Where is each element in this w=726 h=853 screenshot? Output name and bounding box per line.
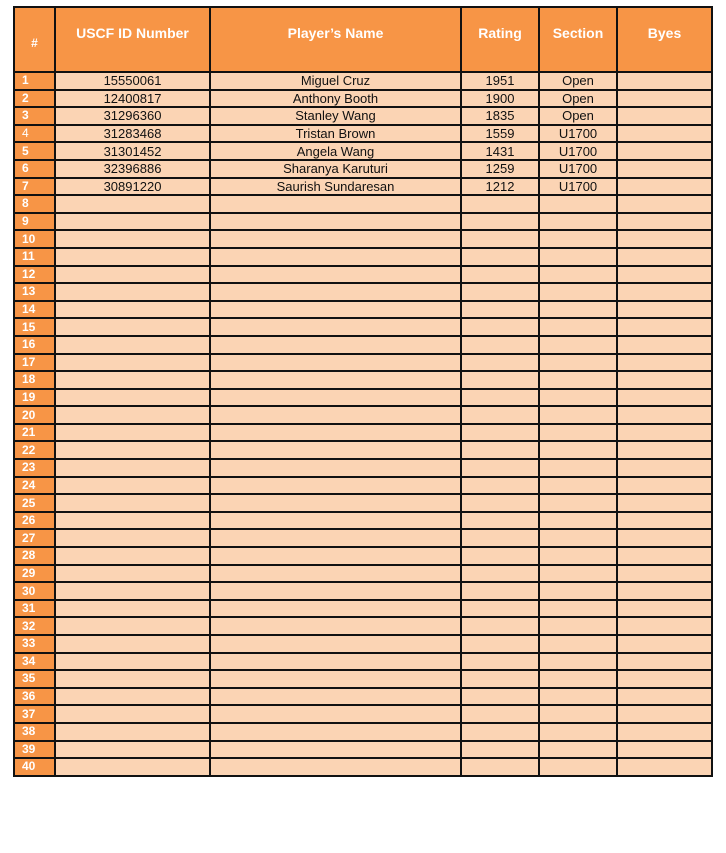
rating-cell: 1835 xyxy=(461,107,539,125)
row-number: 33 xyxy=(14,635,55,653)
rating-cell xyxy=(461,371,539,389)
table-row xyxy=(14,213,712,231)
rating-cell xyxy=(461,389,539,407)
table-row xyxy=(14,107,712,125)
uscf-id-cell xyxy=(55,758,210,776)
uscf-id-cell xyxy=(55,230,210,248)
uscf-id-cell xyxy=(55,213,210,231)
byes-cell xyxy=(617,72,712,90)
header-player-name xyxy=(210,7,461,72)
player-name-cell xyxy=(210,617,461,635)
section-cell xyxy=(539,600,617,618)
rating-cell xyxy=(461,354,539,372)
row-number: 8 xyxy=(14,195,55,213)
section-cell xyxy=(539,582,617,600)
table-row xyxy=(14,582,712,600)
uscf-id-cell xyxy=(55,371,210,389)
table-row xyxy=(14,371,712,389)
header-player-name-label: Player’s Name xyxy=(287,24,384,41)
byes-cell xyxy=(617,354,712,372)
section-cell xyxy=(539,283,617,301)
section-cell: U1700 xyxy=(539,178,617,196)
section-cell xyxy=(539,617,617,635)
rating-cell xyxy=(461,565,539,583)
byes-cell xyxy=(617,266,712,284)
player-name-cell xyxy=(210,389,461,407)
rating-cell: 1259 xyxy=(461,160,539,178)
section-cell xyxy=(539,529,617,547)
byes-cell xyxy=(617,565,712,583)
section-cell xyxy=(539,670,617,688)
table-row xyxy=(14,547,712,565)
row-number: 39 xyxy=(14,741,55,759)
uscf-id-cell xyxy=(55,266,210,284)
row-number: 26 xyxy=(14,512,55,530)
section-cell xyxy=(539,723,617,741)
table-row xyxy=(14,406,712,424)
player-name-cell xyxy=(210,741,461,759)
rating-cell xyxy=(461,477,539,495)
rating-cell xyxy=(461,424,539,442)
section-cell xyxy=(539,389,617,407)
table-row xyxy=(14,670,712,688)
section-cell xyxy=(539,424,617,442)
section-cell xyxy=(539,758,617,776)
uscf-id-cell: 31301452 xyxy=(55,142,210,160)
player-name-cell xyxy=(210,213,461,231)
table-row xyxy=(14,529,712,547)
uscf-id-cell xyxy=(55,318,210,336)
row-number: 2 xyxy=(14,90,55,108)
row-number: 19 xyxy=(14,389,55,407)
rating-cell xyxy=(461,635,539,653)
player-name-cell xyxy=(210,670,461,688)
table-row xyxy=(14,195,712,213)
byes-cell xyxy=(617,670,712,688)
header-section-label: Section xyxy=(552,24,604,41)
uscf-id-cell xyxy=(55,635,210,653)
table-row xyxy=(14,565,712,583)
table-row xyxy=(14,512,712,530)
byes-cell xyxy=(617,653,712,671)
rating-cell xyxy=(461,512,539,530)
uscf-id-cell xyxy=(55,459,210,477)
header-section xyxy=(539,7,617,72)
section-cell xyxy=(539,688,617,706)
byes-cell xyxy=(617,142,712,160)
section-cell xyxy=(539,653,617,671)
byes-cell xyxy=(617,494,712,512)
row-number: 24 xyxy=(14,477,55,495)
player-name-cell xyxy=(210,371,461,389)
player-name-cell xyxy=(210,301,461,319)
uscf-id-cell xyxy=(55,406,210,424)
player-name-cell xyxy=(210,424,461,442)
section-cell: Open xyxy=(539,107,617,125)
table-row xyxy=(14,160,712,178)
byes-cell xyxy=(617,512,712,530)
section-cell xyxy=(539,266,617,284)
rating-cell xyxy=(461,283,539,301)
byes-cell xyxy=(617,459,712,477)
byes-cell xyxy=(617,301,712,319)
table-row xyxy=(14,653,712,671)
row-number: 31 xyxy=(14,600,55,618)
section-cell xyxy=(539,441,617,459)
player-roster-table xyxy=(13,6,713,777)
row-number: 37 xyxy=(14,705,55,723)
uscf-id-cell xyxy=(55,494,210,512)
byes-cell xyxy=(617,283,712,301)
row-number: 4 xyxy=(14,125,55,143)
rating-cell xyxy=(461,494,539,512)
row-number: 29 xyxy=(14,565,55,583)
rating-cell xyxy=(461,301,539,319)
player-name-cell xyxy=(210,600,461,618)
rating-cell xyxy=(461,705,539,723)
player-name-cell xyxy=(210,705,461,723)
section-cell xyxy=(539,354,617,372)
section-cell xyxy=(539,230,617,248)
uscf-id-cell xyxy=(55,529,210,547)
row-number: 13 xyxy=(14,283,55,301)
row-number: 25 xyxy=(14,494,55,512)
row-number: 5 xyxy=(14,142,55,160)
player-name-cell: Stanley Wang xyxy=(210,107,461,125)
player-name-cell xyxy=(210,582,461,600)
row-number: 14 xyxy=(14,301,55,319)
byes-cell xyxy=(617,635,712,653)
player-name-cell: Sharanya Karuturi xyxy=(210,160,461,178)
section-cell xyxy=(539,336,617,354)
byes-cell xyxy=(617,318,712,336)
rating-cell xyxy=(461,213,539,231)
table-row xyxy=(14,90,712,108)
byes-cell xyxy=(617,582,712,600)
section-cell: Open xyxy=(539,72,617,90)
uscf-id-cell xyxy=(55,283,210,301)
rating-cell xyxy=(461,406,539,424)
byes-cell xyxy=(617,529,712,547)
section-cell xyxy=(539,512,617,530)
rating-cell: 1559 xyxy=(461,125,539,143)
table-row xyxy=(14,301,712,319)
uscf-id-cell xyxy=(55,582,210,600)
section-cell xyxy=(539,705,617,723)
section-cell xyxy=(539,565,617,583)
row-number: 12 xyxy=(14,266,55,284)
roster-body xyxy=(14,72,712,776)
table-row xyxy=(14,459,712,477)
rating-cell xyxy=(461,582,539,600)
section-cell xyxy=(539,248,617,266)
player-name-cell xyxy=(210,318,461,336)
player-name-cell: Miguel Cruz xyxy=(210,72,461,90)
table-row xyxy=(14,635,712,653)
byes-cell xyxy=(617,371,712,389)
header-number: # xyxy=(14,7,55,72)
uscf-id-cell: 31283468 xyxy=(55,125,210,143)
byes-cell xyxy=(617,705,712,723)
table-row xyxy=(14,600,712,618)
uscf-id-cell xyxy=(55,248,210,266)
uscf-id-cell xyxy=(55,565,210,583)
row-number: 1 xyxy=(14,72,55,90)
rating-cell xyxy=(461,266,539,284)
table-row xyxy=(14,266,712,284)
row-number: 9 xyxy=(14,213,55,231)
section-cell xyxy=(539,371,617,389)
uscf-id-cell xyxy=(55,600,210,618)
byes-cell xyxy=(617,213,712,231)
section-cell: U1700 xyxy=(539,142,617,160)
header-rating-label: Rating xyxy=(478,24,522,41)
player-name-cell xyxy=(210,336,461,354)
table-row xyxy=(14,758,712,776)
player-name-cell xyxy=(210,441,461,459)
uscf-id-cell: 31296360 xyxy=(55,107,210,125)
row-number: 23 xyxy=(14,459,55,477)
uscf-id-cell xyxy=(55,653,210,671)
row-number: 6 xyxy=(14,160,55,178)
table-row xyxy=(14,617,712,635)
section-cell xyxy=(539,547,617,565)
row-number: 10 xyxy=(14,230,55,248)
table-row xyxy=(14,72,712,90)
header-uscf-id-label: USCF ID Number xyxy=(76,24,189,41)
rating-cell xyxy=(461,758,539,776)
rating-cell xyxy=(461,670,539,688)
header-byes xyxy=(617,7,712,72)
rating-cell xyxy=(461,529,539,547)
rating-cell xyxy=(461,459,539,477)
row-number: 35 xyxy=(14,670,55,688)
uscf-id-cell xyxy=(55,301,210,319)
uscf-id-cell xyxy=(55,512,210,530)
player-name-cell xyxy=(210,230,461,248)
row-number: 17 xyxy=(14,354,55,372)
row-number: 36 xyxy=(14,688,55,706)
row-number: 16 xyxy=(14,336,55,354)
header-byes-label: Byes xyxy=(647,24,682,41)
table-row xyxy=(14,354,712,372)
player-name-cell: Saurish Sundaresan xyxy=(210,178,461,196)
row-number: 32 xyxy=(14,617,55,635)
rating-cell xyxy=(461,248,539,266)
uscf-id-cell xyxy=(55,389,210,407)
rating-cell xyxy=(461,688,539,706)
byes-cell xyxy=(617,125,712,143)
player-name-cell xyxy=(210,477,461,495)
uscf-id-cell xyxy=(55,195,210,213)
rating-cell xyxy=(461,230,539,248)
section-cell xyxy=(539,195,617,213)
player-name-cell: Anthony Booth xyxy=(210,90,461,108)
rating-cell xyxy=(461,195,539,213)
byes-cell xyxy=(617,248,712,266)
byes-cell xyxy=(617,389,712,407)
byes-cell xyxy=(617,424,712,442)
player-name-cell xyxy=(210,195,461,213)
player-name-cell xyxy=(210,723,461,741)
table-row xyxy=(14,230,712,248)
byes-cell xyxy=(617,617,712,635)
player-name-cell xyxy=(210,266,461,284)
rating-cell: 1900 xyxy=(461,90,539,108)
byes-cell xyxy=(617,741,712,759)
header-rating xyxy=(461,7,539,72)
row-number: 21 xyxy=(14,424,55,442)
player-name-cell xyxy=(210,248,461,266)
player-name-cell xyxy=(210,406,461,424)
rating-cell: 1212 xyxy=(461,178,539,196)
byes-cell xyxy=(617,688,712,706)
uscf-id-cell: 30891220 xyxy=(55,178,210,196)
byes-cell xyxy=(617,336,712,354)
section-cell xyxy=(539,406,617,424)
player-name-cell xyxy=(210,688,461,706)
section-cell xyxy=(539,741,617,759)
table-row xyxy=(14,441,712,459)
section-cell xyxy=(539,477,617,495)
table-row xyxy=(14,741,712,759)
row-number: 28 xyxy=(14,547,55,565)
rating-cell xyxy=(461,547,539,565)
uscf-id-cell xyxy=(55,424,210,442)
uscf-id-cell xyxy=(55,741,210,759)
row-number: 30 xyxy=(14,582,55,600)
byes-cell xyxy=(617,90,712,108)
table-row xyxy=(14,688,712,706)
byes-cell xyxy=(617,600,712,618)
player-name-cell xyxy=(210,758,461,776)
rating-cell xyxy=(461,318,539,336)
player-name-cell xyxy=(210,283,461,301)
row-number: 38 xyxy=(14,723,55,741)
byes-cell xyxy=(617,441,712,459)
table-row xyxy=(14,125,712,143)
rating-cell xyxy=(461,723,539,741)
table-row xyxy=(14,248,712,266)
row-number: 34 xyxy=(14,653,55,671)
uscf-id-cell xyxy=(55,354,210,372)
player-name-cell: Angela Wang xyxy=(210,142,461,160)
player-name-cell xyxy=(210,547,461,565)
byes-cell xyxy=(617,547,712,565)
table-row xyxy=(14,723,712,741)
section-cell xyxy=(539,301,617,319)
byes-cell xyxy=(617,406,712,424)
byes-cell xyxy=(617,758,712,776)
section-cell: U1700 xyxy=(539,125,617,143)
table-row xyxy=(14,424,712,442)
rating-cell xyxy=(461,336,539,354)
uscf-id-cell: 15550061 xyxy=(55,72,210,90)
table-row xyxy=(14,389,712,407)
uscf-id-cell xyxy=(55,723,210,741)
section-cell xyxy=(539,459,617,477)
table-row xyxy=(14,142,712,160)
rating-cell xyxy=(461,441,539,459)
uscf-id-cell: 12400817 xyxy=(55,90,210,108)
section-cell: U1700 xyxy=(539,160,617,178)
table-row xyxy=(14,494,712,512)
row-number: 18 xyxy=(14,371,55,389)
uscf-id-cell xyxy=(55,477,210,495)
player-name-cell xyxy=(210,565,461,583)
row-number: 22 xyxy=(14,441,55,459)
uscf-id-cell xyxy=(55,617,210,635)
row-number: 15 xyxy=(14,318,55,336)
player-name-cell xyxy=(210,635,461,653)
header-row xyxy=(14,7,712,72)
section-cell xyxy=(539,213,617,231)
section-cell: Open xyxy=(539,90,617,108)
player-name-cell xyxy=(210,459,461,477)
table-row xyxy=(14,477,712,495)
uscf-id-cell xyxy=(55,705,210,723)
table-row xyxy=(14,178,712,196)
table-row xyxy=(14,336,712,354)
rating-cell xyxy=(461,617,539,635)
section-cell xyxy=(539,318,617,336)
player-name-cell xyxy=(210,512,461,530)
player-name-cell xyxy=(210,529,461,547)
uscf-id-cell xyxy=(55,441,210,459)
uscf-id-cell: 32396886 xyxy=(55,160,210,178)
rating-cell: 1431 xyxy=(461,142,539,160)
rating-cell xyxy=(461,653,539,671)
row-number: 3 xyxy=(14,107,55,125)
uscf-id-cell xyxy=(55,688,210,706)
rating-cell xyxy=(461,741,539,759)
row-number: 40 xyxy=(14,758,55,776)
row-number: 11 xyxy=(14,248,55,266)
player-name-cell xyxy=(210,494,461,512)
uscf-id-cell xyxy=(55,336,210,354)
section-cell xyxy=(539,494,617,512)
section-cell xyxy=(539,635,617,653)
player-name-cell xyxy=(210,354,461,372)
byes-cell xyxy=(617,107,712,125)
player-name-cell xyxy=(210,653,461,671)
player-name-cell: Tristan Brown xyxy=(210,125,461,143)
table-row xyxy=(14,318,712,336)
byes-cell xyxy=(617,178,712,196)
row-number: 20 xyxy=(14,406,55,424)
table-row xyxy=(14,283,712,301)
table-row xyxy=(14,705,712,723)
byes-cell xyxy=(617,230,712,248)
row-number: 7 xyxy=(14,178,55,196)
rating-cell: 1951 xyxy=(461,72,539,90)
byes-cell xyxy=(617,160,712,178)
byes-cell xyxy=(617,723,712,741)
rating-cell xyxy=(461,600,539,618)
row-number: 27 xyxy=(14,529,55,547)
byes-cell xyxy=(617,195,712,213)
header-uscf-id xyxy=(55,7,210,72)
uscf-id-cell xyxy=(55,547,210,565)
uscf-id-cell xyxy=(55,670,210,688)
byes-cell xyxy=(617,477,712,495)
